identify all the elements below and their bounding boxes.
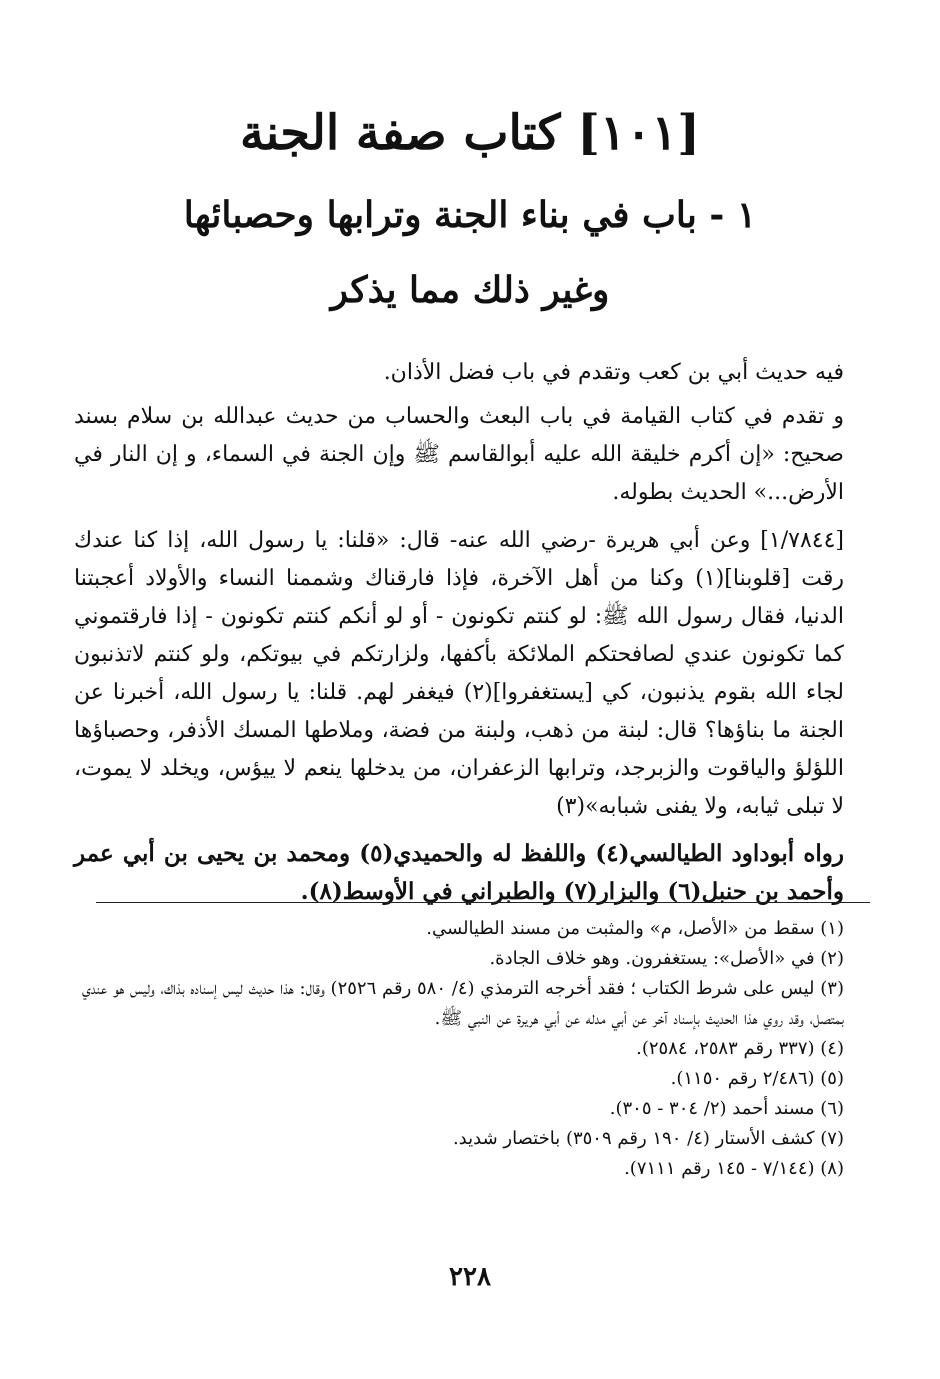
- footnote-item: (٨) (٧/١٤٤ - ١٤٥ رقم ٧١١١).: [624, 1158, 844, 1179]
- chapter-title-line1: ١ - باب في بناء الجنة وترابها وحصبائها: [183, 194, 757, 236]
- footnote-item: (٢) في «الأصل»: يستغفرون. وهو خلاف الجادة.: [489, 948, 844, 969]
- book-title: [١٠١] كتاب صفة الجنة: [240, 105, 700, 161]
- footnote-item: (٧) كشف الأستار (٤/ ١٩٠ رقم ٣٥٠٩) باختصار شديد.: [452, 1128, 844, 1149]
- paragraph-narrators: رواه أبوداود الطيالسي(٤) واللفظ له والحميدي(٥) ومحمد بن يحيى بن أبي عمر وأحمد بن حنبل(٦) والبزار(٧) والطبراني في الأوسط(٨).: [74, 840, 844, 905]
- paragraph-intro: فيه حديث أبي بن كعب وتقدم في باب فضل الأذان.: [383, 360, 844, 385]
- footnote-item: (١) سقط من «الأصل، م» والمثبت من مسند الطيالسي.: [426, 918, 844, 939]
- footnote-divider: [96, 902, 870, 903]
- footnote-item: (٣) ليس على شرط الكتاب ؛ فقد أخرجه الترمذي (٤/ ٥٨٠ رقم ٢٥٢٦) وقال: هذا حديث ليس إسناده بذاك، وليس هو عندي بمتصل، وقد روي هذا الحديث بإسناد آخر عن أبي مدله عن أبي هريرة عن النبي ﷺ.: [81, 978, 844, 1029]
- chapter-title-line2: وغير ذلك مما يذكر: [330, 269, 610, 311]
- footnote-item: (٤) (٣٣٧ رقم ٢٥٨٣، ٢٥٨٤).: [636, 1038, 844, 1059]
- footnote-item: (٦) مسند أحمد (٢/ ٣٠٤ - ٣٠٥).: [609, 1098, 844, 1119]
- paragraph-reference: و تقدم في كتاب القيامة في باب البعث والحساب من حديث عبدالله بن سلام بسند صحيح: «إن أكرم خليقة الله عليه أبوالقاسم ﷺ وإن الجنة في السماء، و إن النار في الأرض...» الحديث بطوله.: [74, 404, 844, 505]
- paragraph-hadith: [١/٧٨٤٤] وعن أبي هريرة -رضي الله عنه- قال: «قلنا: يا رسول الله، إذا كنا عندك رقت [قلوبنا](١) وكنا من أهل الآخرة، فإذا فارقناك وشممنا النساء والأولاد أعجبتنا الدنيا، فقال رسول الله ﷺ: لو كنتم تكونون - أو لو أنكم كنتم تكونون - إذا فارقتموني كما تكونون عندي لصافحتكم الملائكة بأكفها، ولزارتكم في بيوتكم، ولو كنتم لاتذنبون لجاء الله بقوم يذنبون، كي [يستغفروا](٢) فيغفر لهم. قلنا: يا رسول الله، أخبرنا عن الجنة ما بناؤها؟ قال: لبنة من ذهب، ولبنة من فضة، وملاطها المسك الأذفر، وحصباؤها اللؤلؤ والياقوت والزبرجد، وترابها الزعفران، من يدخلها ينعم لا ييؤس، ويخلد لا يموت، لا تبلى ثيابه، ولا يفنى شبابه»(٣): [74, 528, 844, 819]
- footnote-item: (٥) (٢/٤٨٦ رقم ١١٥٠).: [670, 1068, 844, 1089]
- page-number: ٢٢٨: [449, 1262, 491, 1292]
- footnotes-list: [70, 914, 844, 1184]
